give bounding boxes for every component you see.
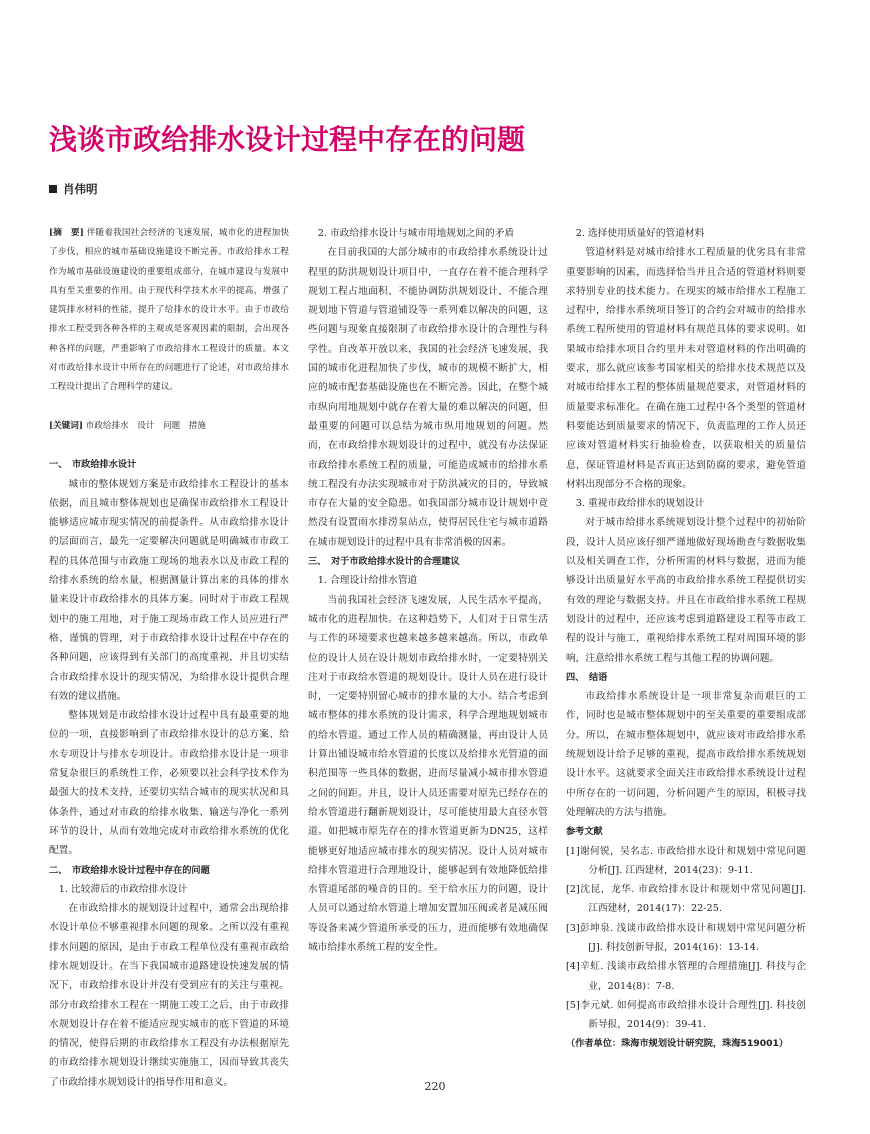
article-title: 浅谈市政给排水设计过程中存在的问题 [49,123,526,156]
section-3-1-title: 1. 合理设计给排水管道 [317,575,418,587]
column-2 [308,224,548,957]
section-1-heading: 一、 市政给排水设计 [49,459,137,471]
abstract-label: [摘 要] [49,228,84,238]
section-2-1-text: 在市政给排水的规划设计过程中，通常会出现给排水设计单位不够重视排水问题的现象。之所以没有重视排水问题的原因，是由于市政工程单位没有重视市政给排水规划设计。在当下我国城市道路建设快速发展的情况下，市政给排水设计并没有受到应有的关注与重视。部分市政给排水工程在一期施工竣工之后，由于市政排水规划设计存在着不能适应现实城市的底下管道的环境的情况，使得后期的市政给排水工程没有办法根据原先的市政给排水规划设计继续实施施工，因而导致其丧失了市政给排水规划设计的指导作用和意义。 [49,903,289,1088]
abstract [49,224,289,398]
section-1-paragraph-2: 整体规划是市政给排水设计过程中具有最重要的地位的一项，直接影响到了市政给排水设计的总方案、给水专项设计与排水专项设计。市政给排水设计是一项非常复杂很巨的系统性工作，必须要以社会科学技术作为最强大的技术支持，还要切实结合城市的现实状况和具体条件，通过对市政的给排水收集、输送与净化一系列环节的设计，从而有效地完成对市政给排水系统的优化配置。 [49,710,289,857]
author-name: 肖伟明 [63,182,98,196]
column-1 [49,224,289,1092]
column-3 [566,224,806,1054]
section-4-text: 市政给排水系统设计是一项非常复杂而艰巨的工作，同时也是城市整体规划中的至关重要的重要组成部分。所以，在城市整体规划中，就应该对市政给排水系统规划设计给予足够的重视，提高市政给排水系统规划设计水平。这就要求全面关注市政给排水系统设计过程中所存在的一切问题，分析问题产生的原因，积极寻找处理解决的方法与措施。 [566,691,806,818]
section-4-heading: 四、 结语 [566,671,608,683]
keywords-label: [关键词] [49,420,83,431]
section-3-3-title: 3. 重视市政给排水的规划设计 [575,498,705,510]
section-2-2-title: 2. 市政给排水设计与城市用地规划之间的矛盾 [317,228,515,239]
page-number: 220 [424,1080,446,1093]
section-3-heading: 三、 对于市政给排水设计的合理建议 [308,556,460,568]
section-3-3-text: 对于城市给排水系统规划设计整个过程中的初始阶段，设计人员应该仔细严谨地做好现场勘查与数据收集以及相关调查工作，分析所需的材料与数据，进而为能够设计出质量好水平高的市政给排水系统工程提供切实有效的理论与数据支持。并且在市政给排水系统工程规划设计的过程中，还应该考虑到道路建设工程等市政工程的设计与施工，重视给排水系统工程对周围环境的影响，注意给排水系统工程与其他工程的协调问题。 [566,517,806,664]
references-heading: 参考文献 [566,826,603,838]
keywords-text: 市政给排水 设计 问题 措施 [85,420,206,431]
section-3-2-title: 2. 选择使用质量好的管道材料 [575,228,705,239]
author-line [49,181,98,197]
reference-item: [4]辛虹. 浅谈市政给排水管理的合理措施[J]. 科技与企业，2014(8)：7-8. [566,961,806,992]
section-2-heading: 二、 市政给排水设计过程中存在的问题 [49,864,210,876]
reference-item: [2]沈昆，龙华. 市政给排水设计和规划中常见问题[J]. 江西建材，2014(17)：22-25. [566,884,806,915]
section-3-2-text: 管道材料是对城市给排水工程质量的优劣具有非常重要影响的因素，而选择恰当并且合适的管道材料则要求特别专业的技术能力。在现实的城市给排水工程施工过程中，给排水系统项目签订的合约会对城市的给排水系统工程所使用的管道材料有规范具体的要求说明。如果城市给排水项目合约里并未对管道材料的作出明确的要求，那么就应该参考国家相关的给排水技术规范以及对城市给排水工程的整体质量规范要求，对管道材料的质量要求标准化。在确在施工过程中各个类型的管道材料要能达到质量要求的情况下，负责监理的工作人员还应该对管道材料实行抽验检查，以获取相关的质量信息，保证管道材料是否真正达到防腐的要求，避免管道材料出现部分不合格的现象。 [566,247,806,490]
abstract-text: 伴随着我国社会经济的飞速发展，城市化的进程加快了步伐，相应的城市基础设施建设不断完善。市政给排水工程作为城市基础设施建设的重要组成部分，在城市建设与发展中具有至关重要的作用。由于现代科学技术水平的提高，增强了建筑排水材料的性能，提升了给排水的设计水平。由于市政给排水工程受到各种各样的主观或是客观因素的限制，会出现各种各样的问题，严重影响了市政给排水工程设计的质量。本文对市政给排水设计中所存在的问题进行了论述，对市政给排水工程设计提出了合理科学的建议。 [49,228,289,393]
section-2-2-text: 在目前我国的大部分城市的市政给排水系统设计过程里的防洪规划设计项目中，一直存在着不能合理科学规划工程占地面积、不能协调防洪规划设计、不能合理规划地下管道与管道铺设等一系列难以解决的问题，这些问题与现象直接限制了市政给排水设计的合理性与科学性。自改革开放以来，我国的社会经济飞速发展，我国的城市化进程加快了步伐，城市的规模不断扩大，相应的城市配套基础设施也在不断完善。因此，在整个城市纵向用地规划中就存在着大量的难以解决的问题，但最重要的问题可以总结为城市纵用地规划的问题。然而，在市政给排水规划设计的过程中，就没有办法保证市政给排水系统工程的质量，可能造成城市的给排水系统工程没有办法实现城市对于防洪减灾的目的，导致城市存在大量的安全隐患。如我国部分城市设计规划中竟然没有设置雨水排涝泵站点，使得居民住宅与城市道路在城市规划设计的过程中具有非常消极的因素。 [308,247,548,548]
spacer [49,436,289,455]
reference-item: [5]李元斌. 如何提高市政给排水设计合理性[J]. 科技创新导报，2014(9)：39-41. [566,999,806,1031]
section-3-1-text: 当前我国社会经济飞速发展，人民生活水平提高，城市化的进程加快。在这种趋势下，人们对于日常生活与工作的环境要求也越来越多越来越高。所以，市政单位的设计人员在设计规划市政给排水时，一定要特别关注对于市政给水管道的规划设计。设计人员在进行设计时，一定要特别留心城市的排水量的大小。结合考虑到城市整体的排水系统的设计需求，科学合理地规划城市的给水管道。通过工作人员的精确测量，再由设计人员计算出铺设城市给水管道的长度以及给排水光管道的面积范围等一些具体的数据，进而尽量减小城市排水管道之间的间距。并且，设计人员还需要对原先已经存在的给水管道进行翻新规划设计，尽可能使用最大直径水管道。如把城市原先存在的排水管道更新为DN25，这样能够更好地适应城市排水的现实情况。设计人员对城市给排水管道进行合理地设计，能够起到有效地降低给排水管道尾部的噪音的目的。至于给水压力的问题，设计人员可以通过给水管道上增加安置加压阀或者是减压阀等设备来减少管道所承受的压力，进而能够有效地确保城市给排水系统工程的安全性。 [308,594,548,953]
reference-item: [3]彭坤泉. 浅谈市政给排水设计和规划中常见问题分析[J]. 科技创新导报，2014(16)：13-14. [566,922,806,953]
square-bullet-icon [49,185,57,193]
section-1-paragraph-1: 城市的整体规划方案是市政给排水工程设计的基本依据，而且城市整体规划也是确保市政给排水工程设计能够适应城市现实情况的前提条件。从市政给排水设计的层面而言，最先一定要解决问题就是明确城市市政工程的具体范围与市政施工现场的地表水以及市政工程的给排水系统的给水量，根据测量计算出来的具体的排水量来设计市政给排水的具体方案。同时对于市政工程规划中的施工用地，对于施工现场市政工作人员应进行严格、谨慎的管理，对于市政给排水设计过程在中存在的各种问题，应该得到有关部门的高度重视，并且切实结合市政给排水设计的现实情况，为给排水设计提供合理有效的建议措施。 [49,478,289,702]
reference-item: [1]谢何锐，吴名志. 市政给排水设计和规划中常见问题分析[J]. 江西建材，2014(23)：9-11. [566,845,806,876]
section-2-1-title: 1. 比较滞后的市政给排水设计 [58,883,188,895]
keywords [49,417,289,436]
author-unit: （作者单位：珠海市规划设计研究院，珠海519001） [566,1038,789,1050]
